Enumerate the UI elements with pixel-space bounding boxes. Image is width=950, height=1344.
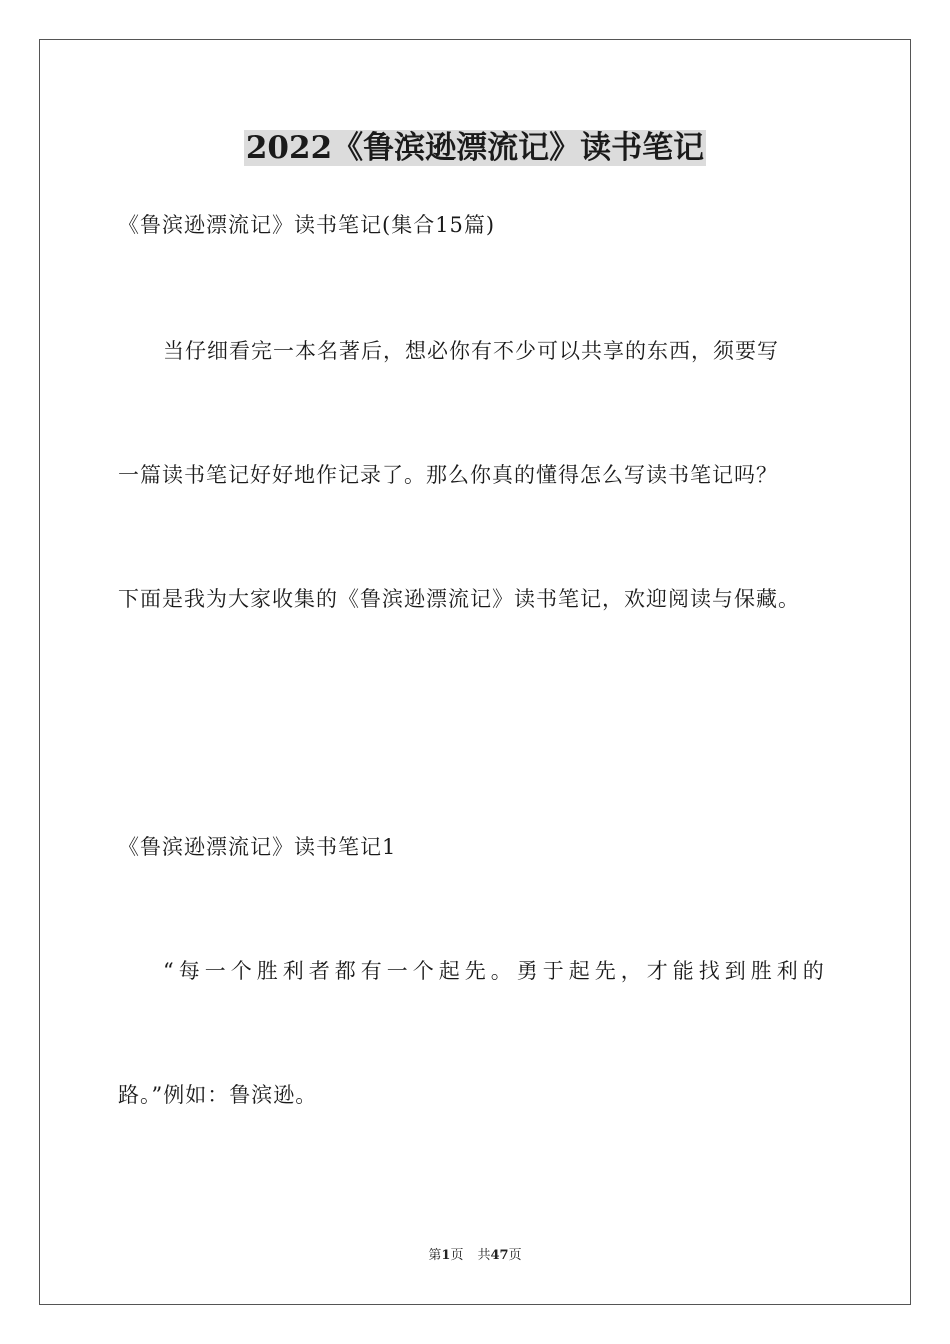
page-suffix: 页 <box>450 1248 464 1263</box>
quote-line-2: 路。”例如：鲁滨逊。 <box>118 1083 318 1107</box>
page-number: 1 <box>441 1248 451 1263</box>
intro-line-3: 下面是我为大家收集的《鲁滨逊漂流记》读书笔记，欢迎阅读与保藏。 <box>118 587 800 611</box>
document-title-text: 2022《鲁滨逊漂流记》读书笔记 <box>245 130 705 166</box>
quote-line-1: “每一个胜利者都有一个起先。勇于起先，才能找到胜利的 <box>163 959 829 983</box>
document-title <box>0 128 950 168</box>
total-pages: 47 <box>490 1248 509 1263</box>
document-subtitle: 《鲁滨逊漂流记》读书笔记(集合15篇) <box>118 213 496 237</box>
total-prefix: 共 <box>477 1248 491 1263</box>
page-footer <box>0 1247 950 1265</box>
page-prefix: 第 <box>428 1248 442 1263</box>
section-heading: 《鲁滨逊漂流记》读书笔记1 <box>118 835 397 859</box>
total-suffix: 页 <box>508 1248 522 1263</box>
intro-line-1: 当仔细看完一本名著后，想必你有不少可以共享的东西，须要写 <box>163 339 779 363</box>
intro-line-2: 一篇读书笔记好好地作记录了。那么你真的懂得怎么写读书笔记吗？ <box>118 463 778 487</box>
